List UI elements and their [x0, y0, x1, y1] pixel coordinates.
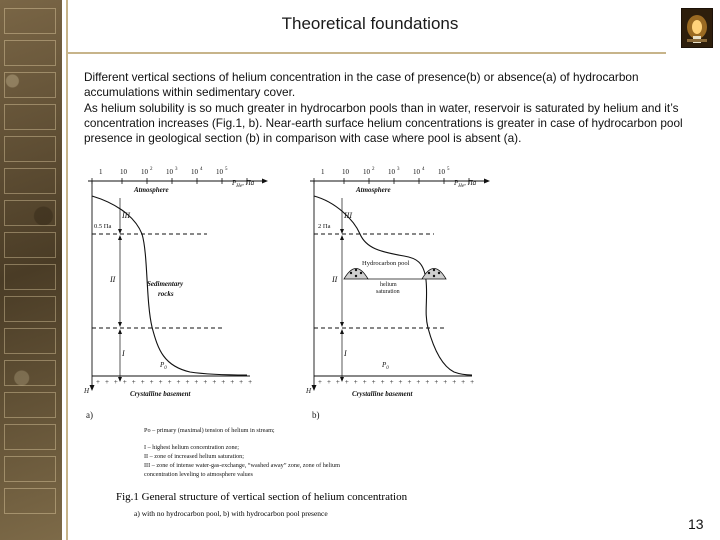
decorative-side-bar: [0, 0, 62, 540]
tick-exponent: 3: [397, 167, 400, 172]
zone-label: II: [332, 275, 338, 284]
pressure-note: 0.5 Па: [94, 223, 112, 230]
legend-line: concentration leveling to atmosphere values: [144, 471, 253, 478]
sedimentary-label: rocks: [158, 290, 174, 298]
basement-crosses: ++++++++++++++++++: [96, 378, 258, 386]
atmosphere-label: Atmosphere: [356, 186, 391, 194]
depth-label: H: [306, 387, 312, 395]
legend-line: Po – primary (maximal) tension of helium in stream;: [144, 427, 275, 434]
tick-label: 10: [216, 168, 223, 176]
tick-label: 10: [438, 168, 445, 176]
panel-label: a): [86, 410, 93, 420]
panel-a: [83, 167, 268, 420]
legend-line: I – highest helium concentration zone;: [144, 444, 240, 451]
tick-label: 10: [363, 168, 370, 176]
figure-legend: [144, 427, 340, 478]
hydrocarbon-pool: [344, 269, 446, 280]
header-divider: [66, 52, 666, 54]
sedimentary-label: Sedimentary: [147, 280, 184, 288]
depth-label: H: [84, 387, 90, 395]
atmosphere-label: Atmosphere: [134, 186, 169, 194]
zone-label: II: [110, 275, 116, 284]
saturation-label: helium: [380, 282, 397, 288]
saturation-label: saturation: [376, 289, 400, 295]
panel-b: [305, 167, 490, 420]
zone-label: III: [344, 211, 352, 220]
body-text: [84, 70, 704, 146]
tick-label: 1: [99, 168, 103, 176]
figure-caption: Fig.1 General structure of vertical section of helium concentration: [116, 491, 408, 503]
p0-label: $P_0$: [160, 361, 167, 371]
lamp-icon: [682, 9, 712, 47]
tick-label: 10: [342, 168, 349, 176]
axis-label: $P_{He}$, Па: [454, 179, 477, 189]
tick-label: 10: [191, 168, 198, 176]
axis-label: $P_{He}$, Па: [232, 179, 255, 189]
tick-exponent: 5: [447, 167, 450, 172]
tick-exponent: 5: [225, 167, 228, 172]
legend-line: III – zone of intense water-gas-exchange, “washed away” zone, zone of helium: [144, 462, 340, 469]
tick-exponent: 2: [372, 167, 375, 172]
basement-label: Crystalline basement: [130, 390, 191, 398]
pool-label: Hydrocarbon pool: [362, 260, 410, 267]
tick-label: 10: [166, 168, 173, 176]
tick-exponent: 4: [422, 167, 425, 172]
slide-title: Theoretical foundations: [281, 14, 459, 33]
tick-exponent: 3: [175, 167, 178, 172]
tick-label: 10: [141, 168, 148, 176]
basement-crosses: ++++++++++++++++++: [318, 378, 480, 386]
panel-label: b): [312, 410, 320, 420]
tick-exponent: 2: [150, 167, 153, 172]
legend-line: II – zone of increased helium saturation;: [144, 453, 244, 460]
basement-label: Crystalline basement: [352, 390, 413, 398]
tick-label: 1: [321, 168, 325, 176]
vertical-divider: [66, 0, 68, 540]
tick-label: 10: [413, 168, 420, 176]
zone-label: I: [344, 349, 347, 358]
logo: [681, 8, 713, 48]
figure-subcaption: a) with no hydrocarbon pool, b) with hydrocarbon pool presence: [134, 509, 328, 518]
tick-label: 10: [120, 168, 127, 176]
paragraph: Different vertical sections of helium concentration in the case of presence(b) or absence(a) of hydrocarbon accumulations within sedimentary cover.: [84, 70, 639, 100]
pressure-note: 2 Па: [318, 223, 331, 230]
tick-exponent: 4: [200, 167, 203, 172]
helium-section-figure: [82, 162, 532, 530]
p0-label: $P_0$: [382, 361, 389, 371]
zone-label: I: [122, 349, 125, 358]
paragraph: As helium solubility is so much greater in hydrocarbon pools than in water, reservoir is saturated by helium and it’s concentration increases (Fig.1, b). Near-earth surface helium concentrations is greater in case of hydrocarbon pool presence in geological section (b) in comparison with case where pool is absent (a).: [84, 100, 683, 146]
page-number: 13: [688, 516, 704, 532]
tick-label: 10: [388, 168, 395, 176]
zone-label: III: [122, 211, 130, 220]
